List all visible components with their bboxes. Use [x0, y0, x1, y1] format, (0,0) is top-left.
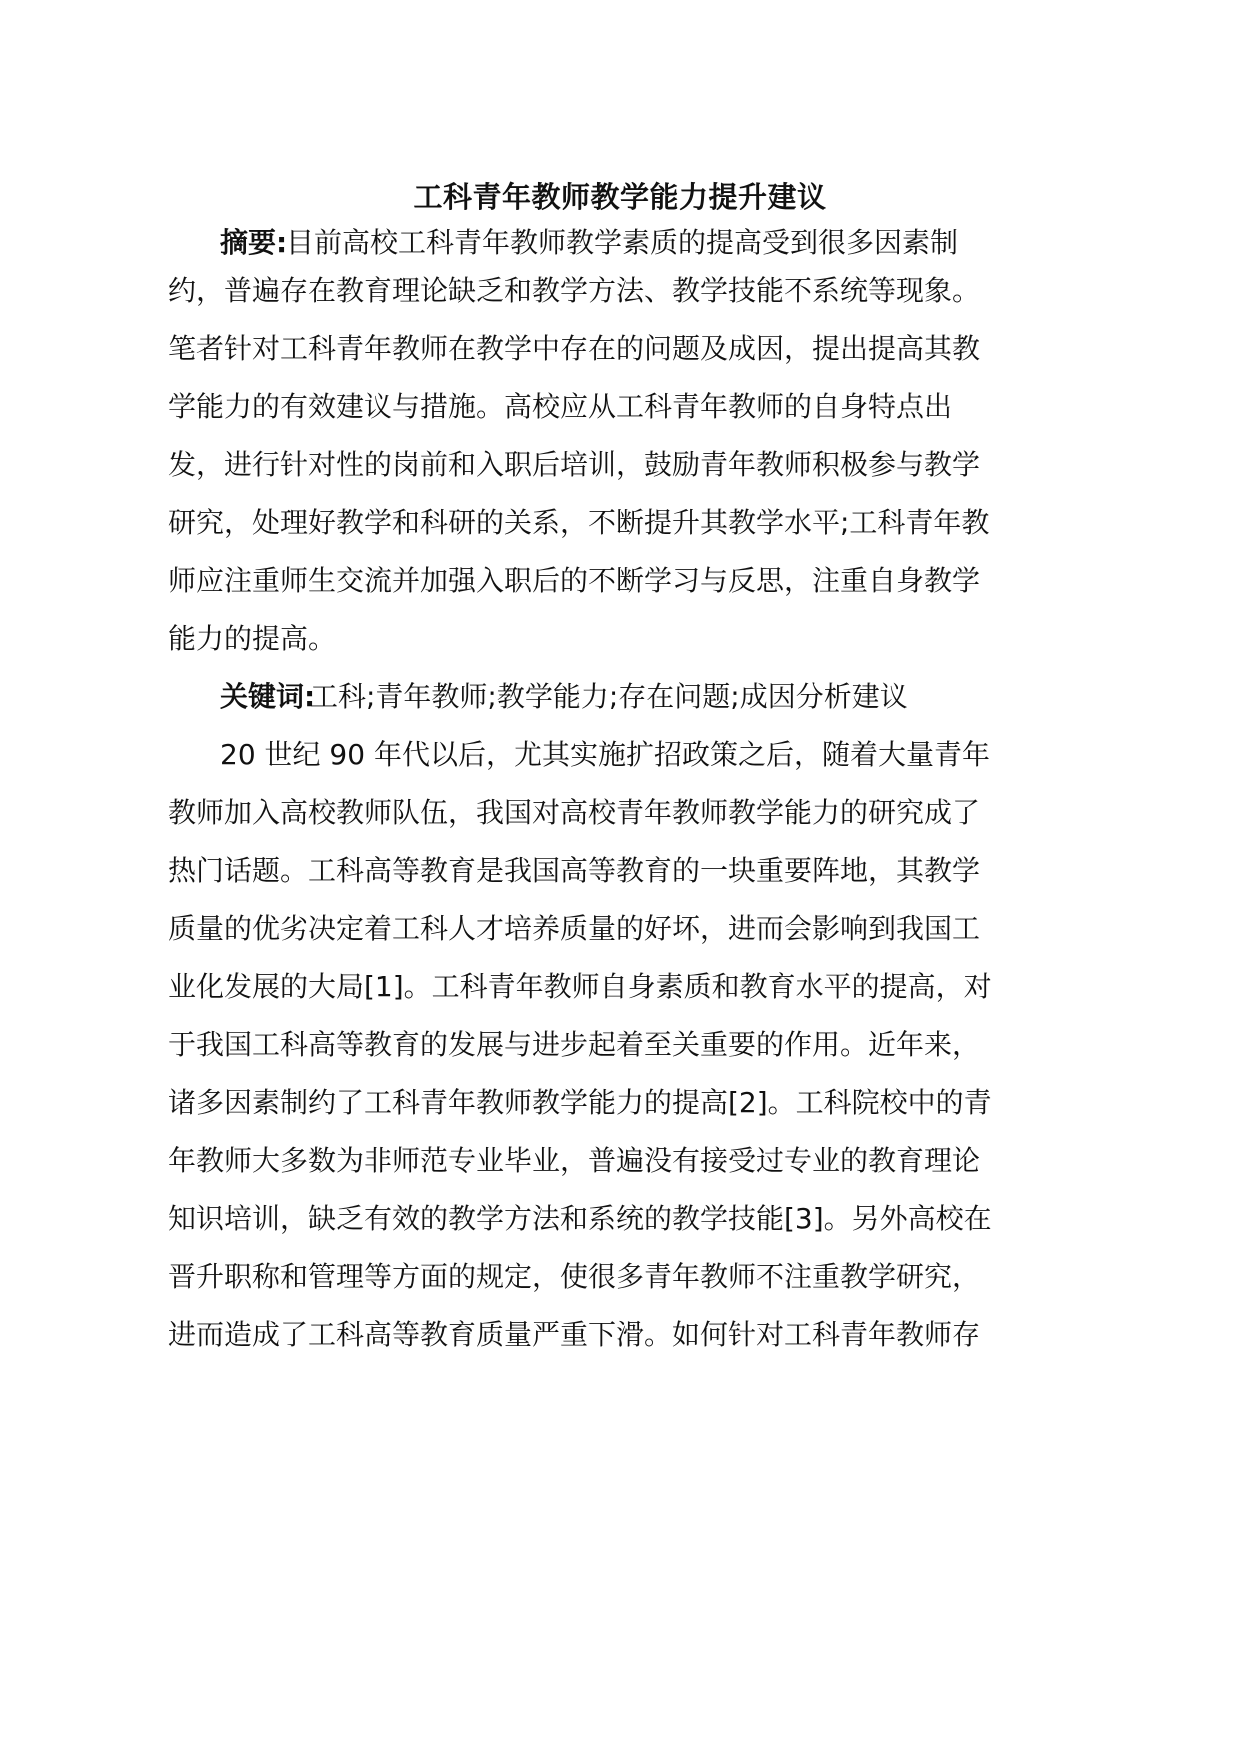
body-text: 于我国工科高等教育的发展与进步起着至关重要的作用。近年来， — [168, 1028, 981, 1061]
abstract-text: 约，普遍存在教育理论缺乏和教学方法、教学技能不系统等现象。 — [168, 274, 981, 307]
body-text: 晋升职称和管理等方面的规定，使很多青年教师不注重教学研究， — [168, 1260, 981, 1293]
body-text: 业化发展的大局[1]。工科青年教师自身素质和教育水平的提高，对 — [168, 970, 992, 1003]
document-title: 工科青年教师教学能力提升建议 — [413, 180, 827, 214]
abstract-text: 学能力的有效建议与措施。高校应从工科青年教师的自身特点出 — [168, 390, 953, 423]
body-text: 诸多因素制约了工科青年教师教学能力的提高[2]。工科院校中的青 — [168, 1086, 992, 1119]
abstract-text: 研究，处理好教学和科研的关系，不断提升其教学水平;工科青年教 — [168, 506, 990, 539]
body-text: 进而造成了工科高等教育质量严重下滑。如何针对工科青年教师存 — [168, 1318, 981, 1351]
keywords-label: 关键词: — [220, 680, 316, 713]
body-text: 热门话题。工科高等教育是我国高等教育的一块重要阵地，其教学 — [168, 854, 981, 887]
body-text: 知识培训，缺乏有效的教学方法和系统的教学技能[3]。另外高校在 — [168, 1202, 992, 1235]
abstract-text: 能力的提高。 — [168, 622, 337, 655]
abstract-text: 目前高校工科青年教师教学素质的提高受到很多因素制 — [286, 226, 959, 259]
body-text: 20 世纪 90 年代以后，尤其实施扩招政策之后，随着大量青年 — [220, 738, 990, 771]
keywords-text: 工科;青年教师;教学能力;存在问题;成因分析建议 — [310, 680, 908, 713]
body-text: 教师加入高校教师队伍，我国对高校青年教师教学能力的研究成了 — [168, 796, 981, 829]
abstract-text: 发，进行针对性的岗前和入职后培训，鼓励青年教师积极参与教学 — [168, 448, 981, 481]
abstract-label: 摘要: — [220, 226, 288, 259]
abstract-text: 笔者针对工科青年教师在教学中存在的问题及成因，提出提高其教 — [168, 332, 981, 365]
body-text: 质量的优劣决定着工科人才培养质量的好坏，进而会影响到我国工 — [168, 912, 981, 945]
abstract-text: 师应注重师生交流并加强入职后的不断学习与反思，注重自身教学 — [168, 564, 981, 597]
body-text: 年教师大多数为非师范专业毕业，普遍没有接受过专业的教育理论 — [168, 1144, 981, 1177]
